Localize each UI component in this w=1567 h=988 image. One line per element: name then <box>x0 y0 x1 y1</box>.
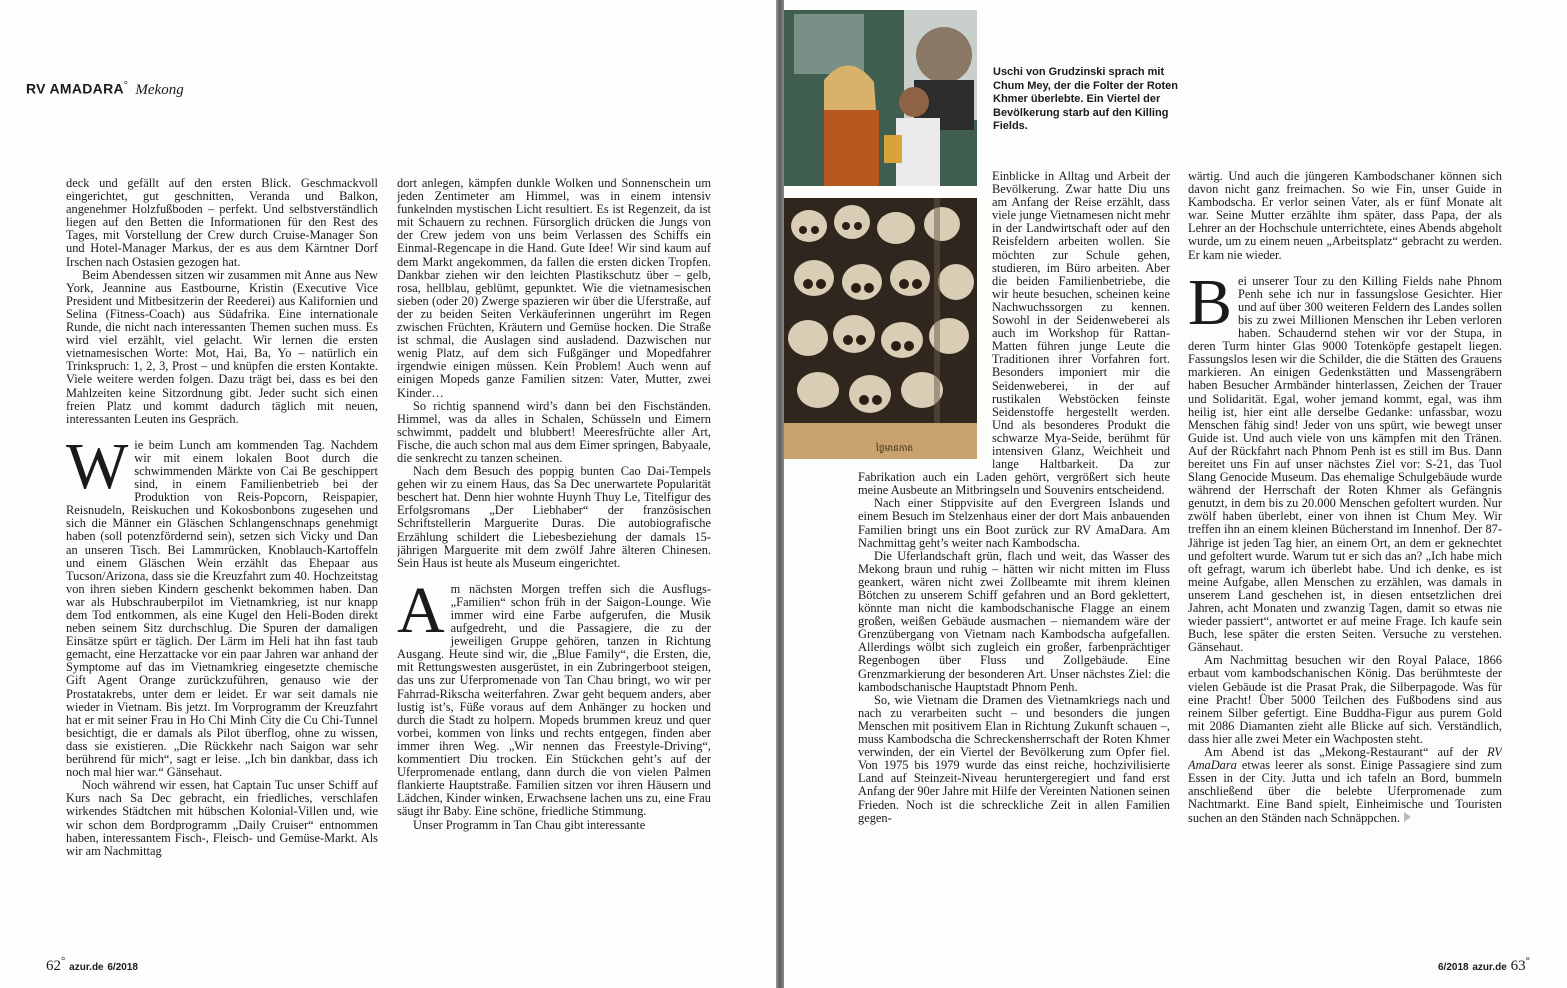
paragraph-with-initial <box>1188 265 1502 655</box>
paragraph: wärtig. Und auch die jüngeren Kambodschaner können sich davon nicht ganz freimachen. So wie Fin, unser Guide in Kambodscha. Er verlor seinen Vater, als er fünf Monate alt war. Seine Mutter erzählte ihm später, dass Papa, der als Lehrer an der Hochschule unterrichtete, eines Abends abgeholt wurde, um zu einem neuen „Arbeitsplatz“ gebracht zu werden. Er kam nie wieder. <box>1188 170 1502 262</box>
paragraph: So, wie Vietnam die Dramen des Vietnamkriegs nach und nach zu verarbeiten sucht – und besonders die jungen Menschen mit positivem Elan in Richtung Zukunft schauen –, muss Kambodscha die Schreckensherrschaft der Roten Khmer verwinden, der ein Viertel der Bevölkerung zum Opfer fiel. Von 1975 bis 1979 wurde das einst reiche, hochzivilisierte Land auf Steinzeit-Niveau heruntergeregiert und fand erst Anfang der 90er Jahre mit Hilfe der Vereinten Nationen seinen Frieden. Noch ist die schreckliche Zeit in allen Familien gegen- <box>858 692 1170 825</box>
paragraph: Unser Programm in Tan Chau gibt interessante <box>413 817 646 832</box>
photo-chum-mey <box>784 10 977 186</box>
folio-site: azur.de <box>69 962 104 973</box>
header-subtitle: Mekong <box>135 81 184 98</box>
header-brand: RV AMADARA <box>26 80 124 97</box>
photo-illustration <box>784 10 977 186</box>
paragraph: Nach dem Besuch des poppig bunten Cao Dai-Tempels gehen wir zu einem Haus, das Sa Dec unerwartete Popularität beschert hat. Denn hier wohnte Huynh Thuy Le, Titelfigur des Erfolgsromans „Der Liebhaber“ der französischen Schriftstellerin Marguerite Duras. Die autobiografische Erzählung schildert die Liebesbeziehung der damals 15-jährigen Marguerite mit dem zwölf Jahre älteren Chinesen. Sein Haus ist heute als Museum eingerichtet. <box>397 464 711 570</box>
paragraph <box>1188 746 1502 825</box>
photo-caption: Uschi von Grudzinski sprach mit Chum Mey, der die Folter der Roten Khmer überlebte. Ein Viertel der Bevölkerung starb auf den Killing Fields. <box>993 66 1178 132</box>
article-column-2 <box>397 177 711 947</box>
folio-number: 63 <box>1510 958 1526 974</box>
paragraph: deck und gefällt auf den ersten Blick. Geschmackvoll eingerichtet, gut geschnitten, Veranda und Balkon, angenehmer Holzfußboden – perfekt. Und selbstverständlich liegen auf den Betten die Informationen für den Rest des Tages, mit Vorstellung der Crew durch Cruise-Manager Son und Hotel-Manager Markus, der es aus dem Kärntner Dorf Irschen nach Ostasien gezogen hat. <box>66 177 378 269</box>
paragraph-text: etwas leerer als sonst. Einige Passagiere sind zum Essen in der City. Jutta und ich tafeln an Bord, bummeln anschließend über die belebte Uferpromenade zum Nachtmarkt. Eine Band spielt, Einheimische und Touristen suchen an den Ständen nach Schnäppchen. <box>1188 758 1502 825</box>
end-triangle-icon <box>1404 812 1411 822</box>
drop-cap: B <box>1188 265 1233 339</box>
paragraph-text: ei unserer Tour zu den Killing Fields nahe Phnom Penh sehe ich nur in fassungslose Gesichter. Hier und auf über 300 weiteren Feldern des Landes sollen bis zu zwei Millionen Menschen ihr Leben verloren haben. Schaudernd stehen wir vor der Stupa, in deren Turm hinter Glas 9000 Totenköpfe gestapelt liegen. Fassungslos lesen wir die Schilder, die die Stätten des Grauens markieren. An einigen Gedenkstätten und Massengräbern haben Besucher Armbänder hinterlassen, Zeichen der Trauer und Solidarität. Egal, woher jemand kommt, egal, was ihm heilig ist, hier eint alle derselbe Gedanke: unfassbar, wozu Menschen fähig sind! Jeder von uns spürt, wie bewegt unser Guide ist. Und auch viele von uns kämpfen mit den Tränen. Auf der Rückfahrt nach Phnom Penh ist es still im Bus. Dann bereitet uns Fin auf unser nächstes Ziel vor: S-21, das Tuol Slang Genocide Museum. Das ehemalige Schulgebäude wurde während der Herrschaft der Roten Khmer als Gefängnis genutzt, in dem bis zu 20.000 Menschen gefoltert wurden. Nur zwölf haben überlebt, einer von ihnen ist Chum Mey. Wir treffen ihn an einem kleinen Bücherstand im Innenhof. Der 87-Jährige ist jeden Tag hier, an einem Ort, an dem er geknechtet und gefoltert wurde. Warum tut er sich das an? „Ich habe mich oft gefragt, warum ich überlebt habe. Und ich denke, es ist meine Aufgabe, allen Menschen zu erzählen, was damals in unserem Land geschehen ist, in diesen entsetzlichen drei Jahren, acht Monaten und zwanzig Tagen, damit so etwas nie wieder passiert“, antwortet er auf meine Frage. Ich kaufe sein Buch, lese später die ersten Seiten. Versuche zu verstehen. Gänsehaut. <box>1188 273 1502 655</box>
ship-name: RV AmaDara <box>1188 745 1502 773</box>
paragraph-text: ie beim Lunch am kommenden Tag. Nachdem wir mit einem lokalen Boot durch die schwimmenden Märkte von Cai Be geschippert sind, in einem Familienbetrieb bei der Produktion von Reis-Popcorn, Reispapier, Reisnudeln, Reiskuchen und Kokosbonbons zugesehen und sich die Männer ein Gläschen Schlangenschnaps genehmigt haben (soll potenzfördernd sein), setzen sich Vicky und Dan an unseren Tisch. Bei Lammrücken, Knoblauch-Kartoffeln und einem Gläschen Wein erzählt das Ehepaar aus Tucson/Arizona, dass sie die Kreuzfahrt zum 40. Hochzeitstag von ihren sieben Kindern geschenkt bekommen haben. Dan war als Hubschrauberpilot im Vietnamkrieg, ist nur knapp dem Tod entkommen, als eine Kugel den Heli-Boden direkt neben seinem Sitz durchschlug. Die Spuren der damaligen Einsätze spürt er täglich. Der Lärm im Heli hat ihn fast taub gemacht, eine Herzattacke vor ein paar Jahren war anhand der Symptome auf das im Vietnamkrieg eingesetzte chemische Gift Agent Orange zurückzuführen, genauso wie der Prostatakrebs, unter dem er leidet. Er war seit damals nie wieder in Vietnam. Bis jetzt. Im Vorprogramm der Kreuzfahrt hat er mit seiner Frau in Ho Chi Minh City die Cu Chi-Tunnel besichtigt, die er damals als Pilot überflog, ohne zu wissen, dass sie existieren. „Die Rückkehr nach Saigon war sehr berührend für mich“, sagt er leise. „Ich bin dankbar, dass ich noch mal hier war.“ Gänsehaut. <box>66 437 378 780</box>
paragraph: Beim Abendessen sitzen wir zusammen mit Anne aus New York, Jeannine aus Eastbourne, Kristin (Executive Vice President und Mitbesitzerin der Reederei) aus Kalifornien und Selina (Fitness-Coach) aus Südafrika. Eine internationale Runde, die nicht nach interessanten Themen suchen muss. Es wird viel erzählt, viel gelacht. Wir lernen die ersten vietnamesischen Worte: Mot, Hai, Ba, Yo – natürlich ein Trinkspruch: 1, 2, 3, Prost – und knüpfen die ersten Kontakte. Viele weitere werden folgen. Dazu trägt bei, dass es bei den Mahlzeiten keine Sitzordnung gibt. Jeder sucht sich einen freien Platz und kommt dadurch täglich mit neuen, interessanten Leuten ins Gespräch. <box>66 267 378 426</box>
paragraph: dort anlegen, kämpfen dunkle Wolken und Sonnenschein um jeden Zentimeter am Himmel, was in einem intensiv funkelnden mystischen Licht resultiert. Es ist Regenzeit, da ist mit Schauern zu rechnen. Fürsorglich drücken die Jungs von der Crew jedem von uns beim Verlassen des Schiffs ein Einmal-Regencape in die Hand. Gute Idee! Wir sind kaum auf dem Markt angekommen, da fallen die ersten dicken Tropfen. Dankbar ziehen wir den leichten Plastikschutz über – gelb, rosa, hellblau, geblümt, gepunktet. Wie die vietnamesischen sieben (oder 20) Zwerge spazieren wir über die Uferstraße, auf der zu beiden Seiten Verkäuferinnen ungerührt im Regen zwischen Früchten, Kräutern und Gemüse hocken. Die Straße ist schmal, die Auslagen sind ausladend. Dazwischen nur wenig Platz, auf dem sich Fußgänger und Mopedfahrer irgendwie einigen müssen. Kein Problem! Auch wenn auf einigen Mopeds ganze Familien sitzen: Vater, Mutter, zwei Kinder… <box>397 177 711 400</box>
page-number-left <box>46 955 138 975</box>
paragraph: Einblicke in Alltag und Arbeit der Bevölkerung. Zwar hatte Diu uns am Anfang der Reise erzählt, dass viele junge Vietnamesen nicht mehr in der Landwirtschaft oder auf den Reisfeldern arbeiten wollen. Sie möchten zur Schule gehen, studieren, im Büro arbeiten. Aber die beiden Familienbetriebe, die wir heute besuchen, scheinen keine Nachwuchssorgen zu kennen. Sowohl in der Seidenweberei als auch im Workshop für Rattan-Matten führen junge Leute die Traditionen ihrer Vorfahren fort. Besonders imponiert mir die Seidenweberei, in der auf rustikalen Webstöcken feinste Seidenstoffe hergestellt werden. Und als besonderes Produkt die schwarze Mya-Seide, berühmt für intensiven Glanz, Weichheit und lange Haltbarkeit. Da zur Fabrikation auch ein Laden gehört, vergrößert sich heute meine Ausbeute an Mitbringseln und Souvenirs entscheidend. <box>858 170 1170 498</box>
folio-site: azur.de <box>1472 962 1507 973</box>
paragraph: Noch während wir essen, hat Captain Tuc unser Schiff auf Kurs nach Sa Dec gebracht, ein friedliches, verschlafen wirkendes Städtchen mit hübschen Kolonial-Villen und, wie wir schon dem Bordprogramm „Daily Cruiser“ entnommen haben, interessantem Fisch-, Fleisch- und Gemüse-Markt. Als wir am Nachmittag <box>66 778 378 858</box>
page-number-right <box>1438 955 1530 975</box>
spine-gutter <box>776 0 784 988</box>
folio-issue: 6/2018 <box>1438 962 1469 973</box>
paragraph-text: m nächsten Morgen treffen sich die Ausflugs-„Familien“ schon früh in der Saigon-Lounge. Wie immer wird eine Farbe aufgerufen, die Musik aufgedreht, und die Passagiere, die zu der jeweiligen Gruppe gehören, tanzen in Richtung Ausgang. Heute sind wir, die „Blue Family“, die Ersten, die, mit Rettungswesten ausgerüstet, in ein Zubringerboot steigen, das uns zur Uferpromenade von Tan Chau bringt, wo wir per Fahrrad-Rikscha weiterfahren. Zwar geht bequem anders, aber lustig ist’s, Füße voraus auf dem Anhänger zu hocken und durch die Stadt zu holpern. Mopeds brummen kreuz und quer vorbei, kommen von links und rechts entgegen, finden aber immer ihren Weg. „Wir nennen das Freestyle-Driving“, kommentiert Diu trocken. Ein Stückchen geht’s auf der Uferpromenade entlang, dann durch die von vielen Palmen flankierte Hauptstraße. Familien sitzen vor ihren Häusern und Lädchen, Kinder winken, Erwachsene lachen uns zu, eine Frau säugt ihr Baby. Eine schöne, friedliche Stimmung. <box>397 581 711 819</box>
paragraph-with-initial <box>397 573 711 819</box>
paragraph: Nach einer Stippvisite auf den Evergreen Islands und einem Besuch im Stelzenhaus einer der dort Mais anbauenden Familien bringt uns ein Boot zurück zur RV AmaDara. Am Nachmittag geht’s weiter nach Kambodscha. <box>858 496 1170 550</box>
folio-issue: 6/2018 <box>107 962 138 973</box>
article-column-1 <box>66 177 378 947</box>
article-column-4 <box>1188 170 1502 945</box>
header-degree: ° <box>123 80 128 91</box>
folio-number: 62 <box>46 958 61 974</box>
khmer-sign: ថ្ងៃមានកាត <box>876 444 914 454</box>
folio-degree: ° <box>1525 955 1530 967</box>
drop-cap: W <box>66 429 129 503</box>
photo-wrap-spacer <box>858 170 992 470</box>
paragraph-with-initial <box>66 429 378 780</box>
paragraph: Die Uferlandschaft grün, flach und weit, das Wasser des Mekong braun und ruhig – hätten wir nicht mitten im Fluss geankert, wären nicht zwei Zollbeamte mit ihrem kleinen Bötchen zu unserem Schiff gefahren und an Bord geklettert, könnte man nicht die kambodschanische Flagge an einem großen, weißen Gebäude ausmachen – niemandem wäre der Grenzübergang von Vietnam nach Kambodscha aufgefallen. Allerdings wölbt sich zugleich ein großer, farbenprächtiger Regenbogen über Fluss und Zollgebäude. Eine Grenzmarkierung der besonderen Art. Unser nächstes Ziel: die kambodschanische Hauptstadt Phnom Penh. <box>858 548 1170 694</box>
paragraph-text: Am Abend ist das „Mekong-Restaurant“ auf der <box>1204 745 1488 760</box>
section-header <box>26 80 184 99</box>
paragraph: Am Nachmittag besuchen wir den Royal Palace, 1866 erbaut vom kambodschanischen König. Das berühmteste der vielen Gebäude ist die Prasat Prak, die Silberpagode. Was für eine Pracht! Über 5000 Teilchen des Fußbodens sind aus reinem Silber gefertigt. Eine Buddha-Figur aus purem Gold mit 2086 Diamanten zieht alle Blicke auf sich. Verständlich, dass hier alle zwei Meter ein Wachposten steht. <box>1188 653 1502 746</box>
folio-degree: ° <box>61 955 66 967</box>
left-page <box>0 0 776 988</box>
article-column-3 <box>858 170 1170 940</box>
paragraph: So richtig spannend wird’s dann bei den Fischständen. Himmel, was da alles in Schalen, Schüsseln und Eimern schwimmt, paddelt und blubbert! Meeresfrüchte aller Art, Fische, die auch schon mal aus dem Eimer springen, Babyaale, die senkrecht zu tanzen scheinen. <box>397 398 711 465</box>
drop-cap: A <box>397 573 445 647</box>
